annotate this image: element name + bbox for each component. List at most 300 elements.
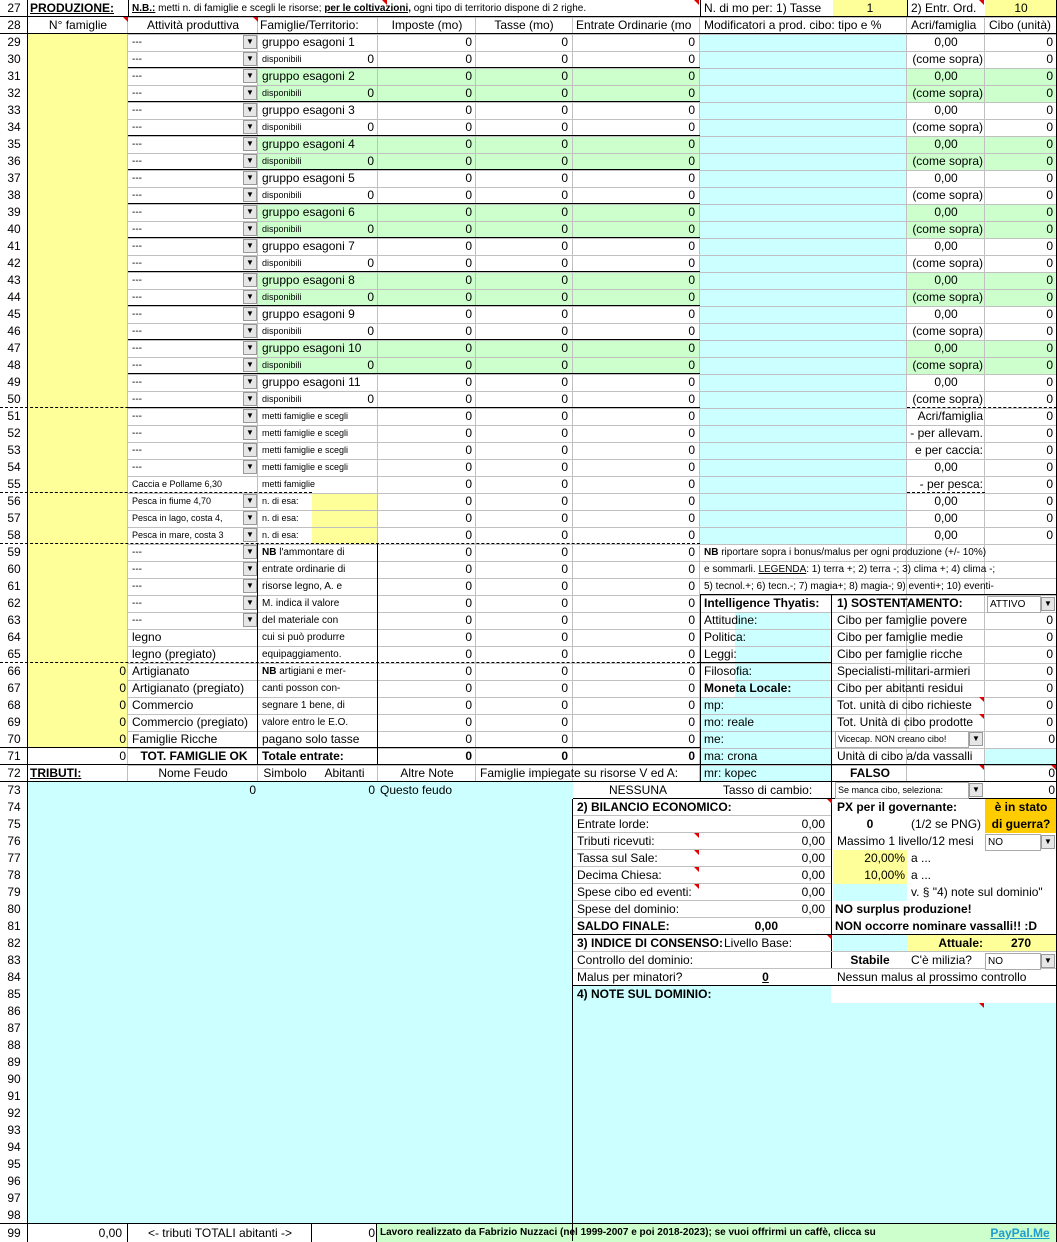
vnote-cell (833, 884, 907, 901)
territorio-cell: gruppo esagoni 6 (262, 205, 355, 219)
row-number: 38 (7, 188, 21, 202)
acri-value: 0,00 (934, 137, 958, 151)
sostentamento-value: 0 (1046, 630, 1053, 644)
cibo-value: 0 (1046, 188, 1053, 202)
imposte-value: 0 (465, 239, 472, 253)
imposte-value: 0 (465, 477, 472, 491)
chevron-down-icon[interactable]: ▼ (243, 341, 257, 355)
tasse-value: 0 (561, 681, 568, 695)
comment-marker-icon (253, 17, 258, 22)
territorio-cell: gruppo esagoni 4 (262, 137, 355, 151)
entrate-value: 0 (688, 188, 695, 202)
imposte-value: 0 (465, 137, 472, 151)
entrate-value: 0 (688, 749, 695, 763)
famiglie-count[interactable]: 0 (119, 698, 126, 712)
entrate-value: 0 (688, 222, 695, 236)
attivita-cell[interactable]: --- (132, 88, 142, 99)
imposte-value: 0 (465, 494, 472, 508)
cibo-value: 0 (1046, 290, 1053, 304)
territorio-cell: pagano solo tasse (262, 732, 360, 746)
attivita-cell[interactable]: --- (132, 122, 142, 133)
imposte-value: 0 (465, 171, 472, 185)
chevron-down-icon[interactable]: ▼ (243, 35, 257, 49)
tasse-value: 0 (561, 426, 568, 440)
chevron-down-icon[interactable]: ▼ (243, 103, 257, 117)
attivita-cell[interactable]: --- (132, 309, 142, 320)
sostentamento-item: Tot. Unità di cibo prodotte (837, 715, 974, 729)
attivita-cell[interactable]: --- (132, 581, 142, 592)
comment-marker-icon (694, 884, 699, 889)
territorio-cell: gruppo esagoni 8 (262, 273, 355, 287)
cibo-value: 0 (1046, 137, 1053, 151)
entrate-value: 0 (688, 664, 695, 678)
chevron-down-icon[interactable]: ▼ (243, 460, 257, 474)
chevron-down-icon[interactable]: ▼ (1041, 954, 1055, 968)
attivita-cell[interactable]: --- (132, 411, 142, 422)
chevron-down-icon[interactable]: ▼ (243, 358, 257, 372)
chevron-down-icon[interactable]: ▼ (1041, 597, 1055, 611)
tasse-value: 0 (561, 545, 568, 559)
chevron-down-icon[interactable]: ▼ (243, 171, 257, 185)
famiglie-count[interactable]: 0 (119, 681, 126, 695)
row-number: 59 (7, 545, 21, 559)
chevron-down-icon[interactable]: ▼ (243, 562, 257, 576)
chevron-down-icon[interactable]: ▼ (969, 732, 983, 746)
imposte-value: 0 (465, 664, 472, 678)
row-number: 32 (7, 86, 21, 100)
sostentamento-select[interactable]: ATTIVO (987, 596, 1041, 613)
attivita-cell[interactable]: --- (132, 173, 142, 184)
row-number: 31 (7, 69, 21, 83)
tasse-value: 0 (561, 137, 568, 151)
cibo-value: 0 (1046, 222, 1053, 236)
entrate-value: 0 (688, 290, 695, 304)
imposte-value: 0 (465, 205, 472, 219)
row-number: 89 (7, 1055, 21, 1069)
attivita-cell[interactable]: --- (132, 156, 142, 167)
attivita-cell[interactable]: --- (132, 326, 142, 337)
chevron-down-icon[interactable]: ▼ (1041, 835, 1055, 849)
chevron-down-icon[interactable]: ▼ (243, 256, 257, 270)
falso-value: FALSO (849, 766, 890, 780)
attivita-cell: Artigianato (132, 664, 190, 678)
attivita-cell[interactable]: --- (132, 564, 142, 575)
acri-value: 0,00 (934, 341, 958, 355)
intelligence-title: Intelligence Thyatis: (704, 596, 820, 610)
comment-marker-icon (694, 867, 699, 872)
attivita-cell[interactable]: --- (132, 224, 142, 235)
row-number: 80 (7, 902, 21, 916)
entrate-value: 0 (688, 715, 695, 729)
territorio-cell: valore entro le E.O. (262, 717, 349, 728)
attivita-cell[interactable]: --- (132, 462, 142, 473)
territorio-cell: gruppo esagoni 5 (262, 171, 355, 185)
bilancio-value: 0,00 (801, 817, 825, 831)
entrate-value: 0 (688, 137, 695, 151)
tasse-value: 0 (561, 409, 568, 423)
chevron-down-icon[interactable]: ▼ (243, 188, 257, 202)
chevron-down-icon[interactable]: ▼ (243, 494, 257, 508)
disponibili-value: 0 (367, 324, 374, 338)
attivita-cell[interactable]: --- (132, 343, 142, 354)
tributi-row73-note: Questo feudo (380, 783, 453, 797)
comment-marker-icon (382, 0, 387, 5)
row-number: 94 (7, 1140, 21, 1154)
row-number: 30 (7, 52, 21, 66)
chevron-down-icon[interactable]: ▼ (243, 307, 257, 321)
attivita-cell[interactable]: --- (132, 71, 142, 82)
tasse-value: 0 (561, 103, 568, 117)
produzione-title: PRODUZIONE: (30, 1, 114, 15)
disponibili-value: 0 (367, 222, 374, 236)
attivita-cell: Artigianato (pregiato) (132, 681, 245, 695)
attivita-cell: TOT. FAMIGLIE OK (140, 749, 248, 763)
grid-line (700, 595, 701, 782)
row-number: 92 (7, 1106, 21, 1120)
chevron-down-icon[interactable]: ▼ (243, 596, 257, 610)
row-number: 41 (7, 239, 21, 253)
entrate-value: 0 (688, 494, 695, 508)
territorio-cell: disponibili (262, 122, 302, 132)
row-number: 74 (7, 800, 21, 814)
col-modificatori: Modificatori a prod. cibo: tipo e % (704, 18, 882, 32)
chevron-down-icon[interactable]: ▼ (243, 613, 257, 627)
attivita-cell[interactable]: --- (132, 377, 142, 388)
territorio-cell: canti posson con- (262, 683, 341, 694)
tasse-value: 0 (561, 562, 568, 576)
entrate-value: 0 (688, 103, 695, 117)
entrate-value: 0 (688, 477, 695, 491)
guerra-select[interactable]: NO (985, 834, 1041, 851)
territorio-cell: disponibili (262, 360, 302, 370)
acri-value: (come sopra) (912, 392, 983, 406)
malus-label: Malus per minatori? (577, 970, 683, 984)
attivita-cell[interactable]: --- (132, 139, 142, 150)
bilancio-value: 0,00 (801, 851, 825, 865)
row-number: 83 (7, 953, 21, 967)
famiglie-count[interactable]: 0 (119, 715, 126, 729)
note-area[interactable] (573, 1003, 1057, 1224)
chevron-down-icon[interactable]: ▼ (243, 324, 257, 338)
chevron-down-icon[interactable]: ▼ (243, 69, 257, 83)
row-number: 99 (7, 1226, 21, 1240)
cibo-value: 0 (1046, 307, 1053, 321)
row-number: 51 (7, 409, 21, 423)
milizia-select[interactable]: NO (985, 953, 1041, 970)
decima-a: a ... (911, 868, 932, 882)
vnote: v. § "4) note sul dominio" (911, 885, 1043, 899)
chevron-down-icon[interactable]: ▼ (243, 375, 257, 389)
saldo-value: 0,00 (754, 919, 778, 933)
imposte-value: 0 (465, 188, 472, 202)
chevron-down-icon[interactable]: ▼ (243, 222, 257, 236)
tasse-value: 0 (561, 154, 568, 168)
chevron-down-icon[interactable]: ▼ (243, 205, 257, 219)
cibo-value: 0 (1046, 392, 1053, 406)
chevron-down-icon[interactable]: ▼ (243, 120, 257, 134)
sostentamento-item: Cibo per famiglie medie (837, 630, 964, 644)
tributi-area[interactable] (28, 782, 573, 1224)
acri-value: 0,00 (934, 171, 958, 185)
row-number: 52 (7, 426, 21, 440)
comment-marker-icon (694, 833, 699, 838)
comment-marker-icon (827, 799, 832, 804)
tasse-value: 0 (561, 375, 568, 389)
tasse-value: 0 (561, 392, 568, 406)
territorio-cell: gruppo esagoni 3 (262, 103, 355, 117)
nb-right-label: NB (704, 547, 719, 558)
tasse-value: 0 (561, 443, 568, 457)
col-famiglie: N° famiglie (48, 18, 108, 32)
attivita-cell[interactable]: Pesca in fiume 4,70 (132, 496, 212, 506)
row-number: 91 (7, 1089, 21, 1103)
attivita-cell[interactable]: --- (132, 428, 142, 439)
chevron-down-icon[interactable]: ▼ (243, 239, 257, 253)
entrate-value: 0 (688, 426, 695, 440)
chevron-down-icon[interactable]: ▼ (243, 86, 257, 100)
imposte-value: 0 (465, 647, 472, 661)
chevron-down-icon[interactable]: ▼ (243, 154, 257, 168)
cibo-value: 0 (1046, 120, 1053, 134)
imposte-value: 0 (465, 749, 472, 763)
imposte-value: 0 (465, 35, 472, 49)
territorio-cell: metti famiglie e scegli (262, 411, 349, 421)
disponibili-value: 0 (367, 154, 374, 168)
cibo-value: 0 (1046, 239, 1053, 253)
attivita-cell[interactable]: --- (132, 207, 142, 218)
imposte-value: 0 (465, 545, 472, 559)
row-number: 71 (7, 749, 21, 763)
sostentamento-item: Cibo per abitanti residui (837, 681, 964, 695)
territorio-cell: del materiale con (262, 615, 339, 626)
attivita-cell[interactable]: --- (132, 445, 142, 456)
entrate-value: 0 (688, 596, 695, 610)
acri-value: 0,00 (934, 103, 958, 117)
entrate-value: 0 (688, 324, 695, 338)
bilancio-label: Tributi ricevuti: (577, 834, 655, 848)
mo-tasse-value[interactable]: 1 (866, 1, 874, 15)
attivita-cell[interactable]: --- (132, 598, 142, 609)
row-number: 46 (7, 324, 21, 338)
entrate-value: 0 (688, 681, 695, 695)
nb-label: N.B.: (132, 3, 156, 14)
territorio-cell: gruppo esagoni 1 (262, 35, 355, 49)
cibo-value: 0 (1046, 171, 1053, 185)
row-number: 69 (7, 715, 21, 729)
imposte-value: 0 (465, 630, 472, 644)
manca-select[interactable]: Se manca cibo, seleziona: (835, 782, 969, 799)
cibo-value: 0 (1046, 154, 1053, 168)
attivita-cell[interactable]: --- (132, 105, 142, 116)
territorio-cell: disponibili (262, 156, 302, 166)
attivita-cell[interactable]: Pesca in mare, costa 3 (132, 530, 224, 540)
sostentamento-item: Specialisti-militari-armieri (837, 664, 971, 678)
attivita-cell[interactable]: Caccia e Pollame 6,30 (132, 479, 223, 489)
vassalli-cell[interactable] (985, 748, 1057, 765)
tasse-value: 0 (561, 35, 568, 49)
chevron-down-icon[interactable]: ▼ (243, 392, 257, 406)
row-number: 58 (7, 528, 21, 542)
attivita-cell[interactable]: --- (132, 54, 142, 65)
territorio-cell (260, 544, 378, 561)
attivita-cell[interactable]: --- (132, 190, 142, 201)
tasse-value: 0 (561, 494, 568, 508)
attivita-cell[interactable]: --- (132, 292, 142, 303)
entrate-value: 0 (688, 341, 695, 355)
territorio-cell: gruppo esagoni 9 (262, 307, 355, 321)
attivita-cell[interactable]: --- (132, 37, 142, 48)
tasse-value: 0 (561, 290, 568, 304)
attivita-cell[interactable]: --- (132, 258, 142, 269)
sale-pct[interactable]: 20,00% (864, 851, 905, 865)
famiglie-count[interactable]: 0 (119, 749, 126, 763)
famiglie-input-column[interactable] (28, 34, 128, 748)
entrate-value: 0 (688, 545, 695, 559)
tributi-nome: Nome Feudo (158, 766, 228, 780)
imposte-value: 0 (465, 358, 472, 372)
chevron-down-icon[interactable]: ▼ (243, 545, 257, 559)
row-number: 95 (7, 1157, 21, 1171)
acri-value: (come sopra) (912, 256, 983, 270)
stabile-value: Stabile (850, 953, 890, 967)
entr-ord-value[interactable]: 10 (1014, 1, 1028, 15)
chevron-down-icon[interactable]: ▼ (243, 290, 257, 304)
chevron-down-icon[interactable]: ▼ (243, 52, 257, 66)
famiglie-count[interactable]: 0 (119, 732, 126, 746)
attivita-cell[interactable]: Pesca in lago, costa 4, (132, 513, 223, 523)
attivita-cell: legno (pregiato) (132, 647, 217, 661)
row-number: 56 (7, 494, 21, 508)
attuale-value: 270 (1010, 936, 1032, 950)
row-number: 81 (7, 919, 21, 933)
saldo-label: SALDO FINALE: (577, 919, 670, 933)
imposte-value: 0 (465, 409, 472, 423)
cibo-value: 0 (1046, 69, 1053, 83)
acri-value: 0,00 (934, 511, 958, 525)
acri-value: 0,00 (934, 69, 958, 83)
row-number: 33 (7, 103, 21, 117)
decima-pct[interactable]: 10,00% (864, 868, 905, 882)
chevron-down-icon[interactable]: ▼ (243, 511, 257, 525)
comment-marker-icon (694, 0, 699, 5)
imposte-value: 0 (465, 528, 472, 542)
tasse-value: 0 (561, 630, 568, 644)
cibo-value: 0 (1046, 477, 1053, 491)
tasse-value: 0 (561, 579, 568, 593)
nb-right-1 (702, 544, 1057, 561)
acri-value: (come sopra) (912, 358, 983, 372)
px-title: PX per il governante: (837, 800, 958, 814)
tasse-value: 0 (561, 460, 568, 474)
chevron-down-icon[interactable]: ▼ (243, 528, 257, 542)
acri-value: (come sopra) (912, 222, 983, 236)
base-cell[interactable] (833, 935, 907, 952)
tasse-value: 0 (561, 86, 568, 100)
attivita-cell[interactable]: --- (132, 275, 142, 286)
row-number: 60 (7, 562, 21, 576)
territorio-cell: gruppo esagoni 2 (262, 69, 355, 83)
sostentamento-item: Cibo per famiglie ricche (837, 647, 963, 661)
row-number: 40 (7, 222, 21, 236)
famiglie-count[interactable]: 0 (119, 664, 126, 678)
row-number: 61 (7, 579, 21, 593)
consenso-title: 3) INDICE DI CONSENSO: (577, 936, 724, 950)
tasse-value: 0 (561, 256, 568, 270)
acri-value: (come sopra) (912, 188, 983, 202)
nessun-malus: Nessun malus al prossimo controllo (837, 970, 1027, 984)
vassalli-label: Unità di cibo a/da vassalli (837, 749, 973, 763)
row-number: 36 (7, 154, 21, 168)
territorio-cell: disponibili (262, 190, 302, 200)
sostentamento-value: 0 (1046, 664, 1053, 678)
tasse-value: 0 (561, 239, 568, 253)
cibo-value: 0 (1046, 273, 1053, 287)
entrate-value: 0 (688, 647, 695, 661)
tasse-value: 0 (561, 222, 568, 236)
attivita-cell[interactable]: --- (132, 360, 142, 371)
chevron-down-icon[interactable]: ▼ (243, 426, 257, 440)
cibo-value: 0 (1046, 256, 1053, 270)
territorio-cell: gruppo esagoni 10 (262, 341, 362, 355)
row-number: 87 (7, 1021, 21, 1035)
acri-value: 0,00 (934, 205, 958, 219)
vicecap-select[interactable]: Vicecap. NON creano cibo! (835, 731, 969, 748)
col-entrate: Entrate Ordinarie (mo (576, 18, 692, 32)
chevron-down-icon[interactable]: ▼ (243, 273, 257, 287)
sostentamento-title: 1) SOSTENTAMENTO: (837, 596, 963, 610)
attivita-cell[interactable]: --- (132, 241, 142, 252)
row-number: 67 (7, 681, 21, 695)
row-number: 29 (7, 35, 21, 49)
attivita-cell[interactable]: --- (132, 394, 142, 405)
chevron-down-icon[interactable]: ▼ (243, 443, 257, 457)
malus-value: 0 (762, 970, 769, 984)
grid-line (700, 0, 701, 17)
territorio-cell: disponibili (262, 54, 302, 64)
row-number: 68 (7, 698, 21, 712)
cibo-value: 0 (1046, 375, 1053, 389)
col-imposte: Imposte (mo) (391, 18, 463, 32)
entrate-value: 0 (688, 460, 695, 474)
imposte-value: 0 (465, 120, 472, 134)
attivita-cell[interactable]: --- (132, 547, 142, 558)
chevron-down-icon[interactable]: ▼ (243, 137, 257, 151)
entrate-value: 0 (688, 239, 695, 253)
paypal-link[interactable]: PayPal.Me (990, 1226, 1050, 1240)
chevron-down-icon[interactable]: ▼ (969, 783, 983, 797)
attivita-cell[interactable]: --- (132, 615, 142, 626)
bilancio-value: 0,00 (801, 902, 825, 916)
tasse-value: 0 (561, 664, 568, 678)
coin-item: mo: reale (704, 715, 755, 729)
row-number: 73 (7, 783, 21, 797)
imposte-value: 0 (465, 698, 472, 712)
chevron-down-icon[interactable]: ▼ (243, 579, 257, 593)
tasse-value: 0 (561, 69, 568, 83)
entrate-value: 0 (688, 698, 695, 712)
nb-text: l'ammontare di (276, 547, 345, 558)
entrate-value: 0 (688, 392, 695, 406)
nb-label: NB (262, 547, 277, 558)
chevron-down-icon[interactable]: ▼ (243, 409, 257, 423)
bilancio-label: Entrate lorde: (577, 817, 650, 831)
imposte-value: 0 (465, 154, 472, 168)
tasse-value: 0 (561, 188, 568, 202)
territorio-cell: disponibili (262, 224, 302, 234)
cibo-value: 0 (1046, 86, 1053, 100)
attivita-cell: legno (132, 630, 162, 644)
comment-marker-icon (979, 0, 984, 5)
